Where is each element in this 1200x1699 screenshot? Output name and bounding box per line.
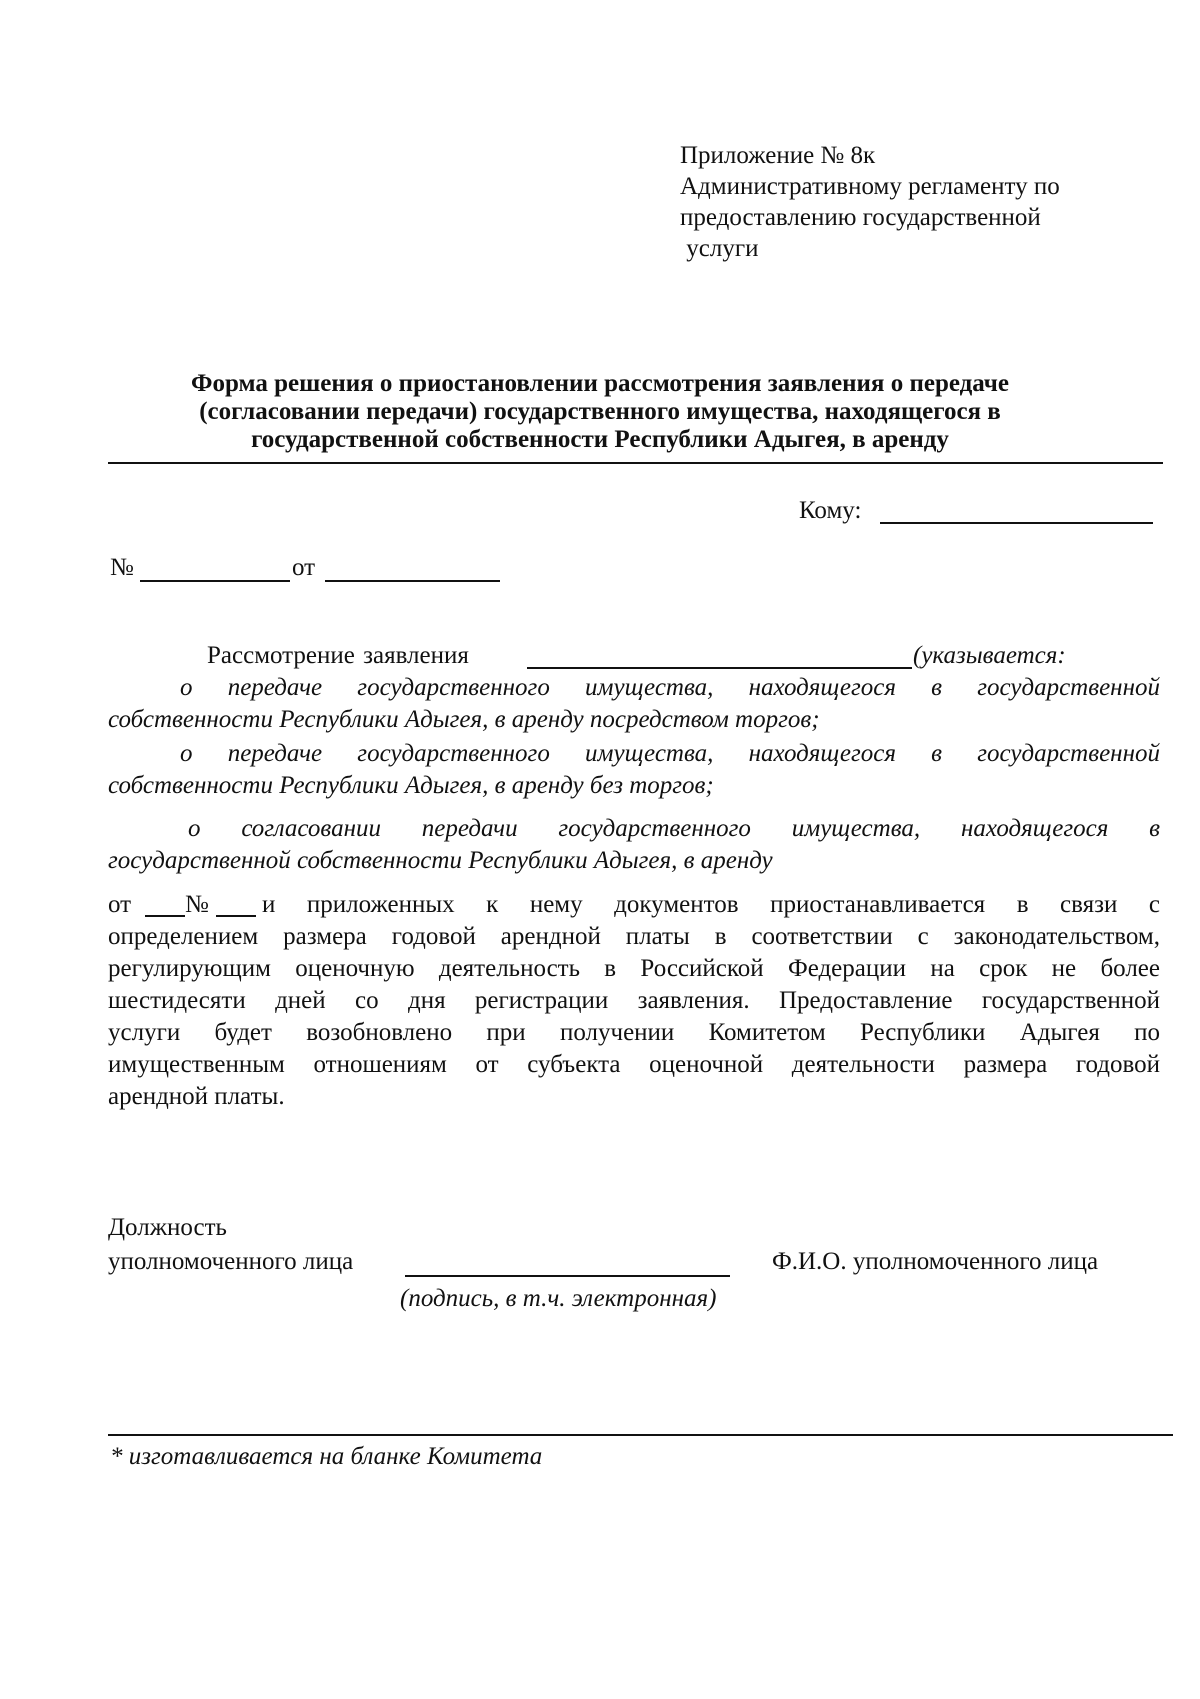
lead-note: (указывается: [913, 642, 1066, 669]
appendix-header [680, 140, 1060, 264]
footnote: * изготавливается на бланке Комитета [110, 1443, 543, 1470]
lead-label: Рассмотрение заявления [207, 642, 469, 669]
application-blank[interactable] [527, 667, 912, 669]
app-number-label: № [185, 891, 209, 918]
date-blank[interactable] [325, 580, 500, 582]
number-blank[interactable] [140, 580, 290, 582]
option-line: собственности Республики Адыгея, в аренду посредством торгов; [108, 706, 820, 733]
main-text-line: определением размера годовой арендной платы в соответствии с законодательством, [108, 923, 1160, 950]
signature-blank[interactable] [405, 1275, 730, 1277]
option-line: государственной собственности Республики Адыгея, в аренду [108, 847, 773, 874]
title-line: государственной собственности Республики Адыгея, в аренду [251, 426, 949, 453]
app-from-label: от [108, 891, 132, 918]
option-line: о согласовании передачи государственного имущества, находящегося в [188, 815, 1160, 842]
recipient-label: Кому: [799, 497, 862, 524]
appendix-line: услуги [680, 235, 759, 262]
appendix-line: Административному регламенту по [680, 173, 1060, 200]
fio-label: Ф.И.О. уполномоченного лица [772, 1248, 1099, 1275]
main-text-line: и приложенных к нему документов приостанавливается в связи с [262, 891, 1160, 918]
title-underline [108, 462, 1163, 464]
app-date-blank[interactable] [145, 915, 185, 917]
title-line: Форма решения о приостановлении рассмотрения заявления о передаче [191, 370, 1009, 397]
footnote-separator [108, 1434, 1173, 1436]
position-label: уполномоченного лица [108, 1248, 354, 1275]
number-label: № [110, 554, 134, 581]
position-label: Должность [108, 1214, 227, 1241]
appendix-line: предоставлению государственной [680, 204, 1041, 231]
option-line: собственности Республики Адыгея, в аренду без торгов; [108, 772, 714, 799]
form-title [100, 370, 1100, 454]
signature-note: (подпись, в т.ч. электронная) [400, 1285, 717, 1312]
main-text-line: имущественным отношениям от субъекта оценочной деятельности размера годовой [108, 1051, 1160, 1078]
main-text-line: арендной платы. [108, 1083, 285, 1110]
app-number-blank[interactable] [216, 915, 256, 917]
main-text-line: услуги будет возобновлено при получении Комитетом Республики Адыгея по [108, 1019, 1160, 1046]
date-from-label: от [292, 554, 316, 581]
option-line: о передаче государственного имущества, находящегося в государственной [180, 674, 1160, 701]
title-line: (согласовании передачи) государственного имущества, находящегося в [199, 398, 1001, 425]
option-line: о передаче государственного имущества, находящегося в государственной [180, 740, 1160, 767]
appendix-line: Приложение № 8к [680, 142, 876, 169]
recipient-blank[interactable] [880, 522, 1153, 524]
main-text-line: шестидесяти дней со дня регистрации заявления. Предоставление государственной [108, 987, 1160, 1014]
main-text-line: регулирующим оценочную деятельность в Российской Федерации на срок не более [108, 955, 1160, 982]
